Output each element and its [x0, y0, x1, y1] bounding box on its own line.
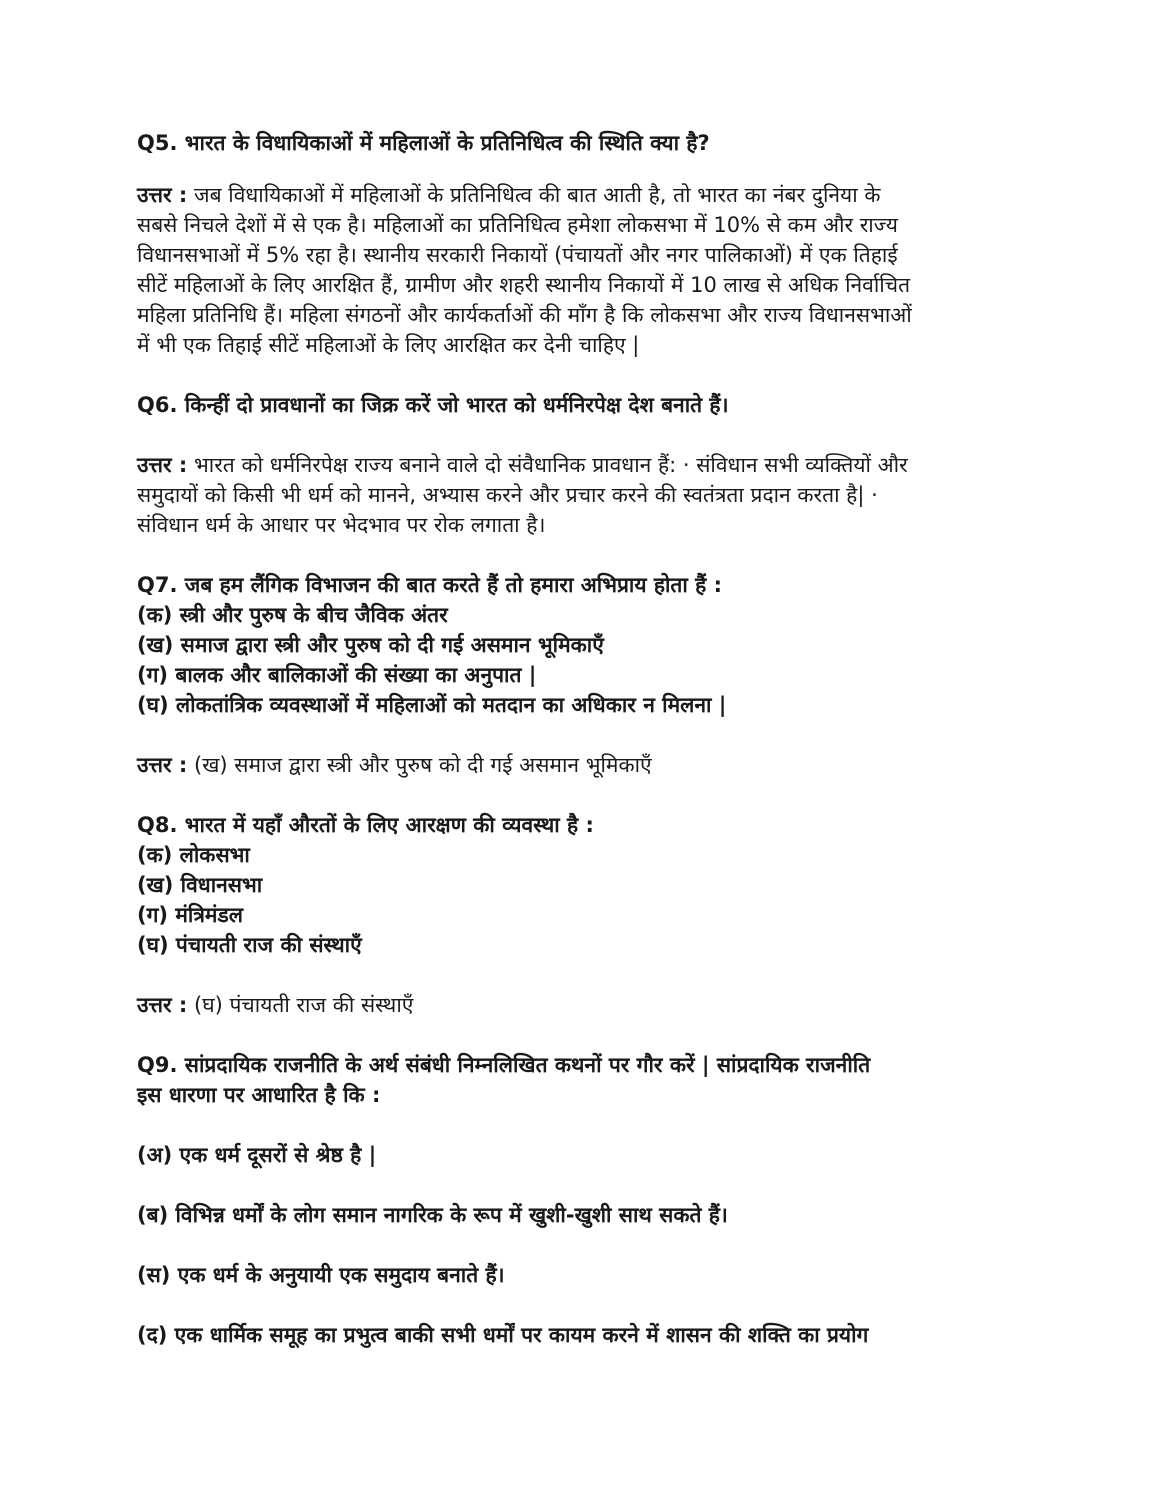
question-6: Q6. किन्हीं दो प्रावधानों का जिक्र करें जो भारत को धर्मनिरपेक्ष देश बनाते हैं। — [137, 393, 729, 417]
document-page — [137, 128, 1027, 1350]
option-kha: (ख) विधानसभा — [137, 873, 263, 897]
answer-line: उत्तर : भारत को धर्मनिरपेक्ष राज्य बनाने वाले दो संवैधानिक प्रावधान हैं: · संविधान सभी व्यक्तियों और — [137, 453, 908, 477]
answer-label: उत्तर : — [137, 453, 188, 477]
answer-label: उत्तर : — [137, 993, 188, 1017]
statement-a: (अ) एक धर्म दूसरों से श्रेष्ठ है | — [137, 1143, 377, 1167]
answer-label: उत्तर : — [137, 753, 188, 777]
answer-line: विधानसभाओं में 5% रहा है। स्थानीय सरकारी निकायों (पंचायतों और नगर पालिकाओं) में एक तिहाई — [137, 243, 898, 267]
answer-line: में भी एक तिहाई सीटें महिलाओं के लिए आरक्षित कर देनी चाहिए | — [137, 333, 640, 357]
answer-line: उत्तर : जब विधायिकाओं में महिलाओं के प्रतिनिधित्व की बात आती है, तो भारत का नंबर दुनिया के — [137, 183, 881, 207]
answer-line: समुदायों को किसी भी धर्म को मानने, अभ्यास करने और प्रचार करने की स्वतंत्रता प्रदान करता है| · — [137, 483, 878, 507]
statement-d: (द) एक धार्मिक समूह का प्रभुत्व बाकी सभी धर्मों पर कायम करने में शासन की शक्ति का प्रयोग — [137, 1323, 869, 1347]
option-ka: (क) स्त्री और पुरुष के बीच जैविक अंतर — [137, 603, 448, 627]
answer-line: सबसे निचले देशों में से एक है। महिलाओं का प्रतिनिधित्व हमेशा लोकसभा में 10% से कम और राज्य — [137, 213, 898, 237]
answer-7: उत्तर : (ख) समाज द्वारा स्त्री और पुरुष को दी गई असमान भूमिकाएँ — [137, 753, 652, 777]
question-8: Q8. भारत में यहाँ औरतों के लिए आरक्षण की व्यवस्था है : — [137, 813, 594, 837]
answer-line: महिला प्रतिनिधि हैं। महिला संगठनों और कार्यकर्ताओं की माँग है कि लोकसभा और राज्य विधानसभाओं — [137, 303, 912, 327]
option-gha: (घ) पंचायती राज की संस्थाएँ — [137, 933, 362, 957]
option-gha: (घ) लोकतांत्रिक व्यवस्थाओं में महिलाओं को मतदान का अधिकार न मिलना | — [137, 693, 727, 717]
answer-5 — [137, 180, 1027, 360]
option-ka: (क) लोकसभा — [137, 843, 250, 867]
statement-c: (स) एक धर्म के अनुयायी एक समुदाय बनाते हैं। — [137, 1263, 505, 1287]
option-ga: (ग) बालक और बालिकाओं की संख्या का अनुपात | — [137, 663, 537, 687]
question-5: Q5. भारत के विधायिकाओं में महिलाओं के प्रतिनिधित्व की स्थिति क्या है? — [137, 131, 710, 155]
question-9-cont: इस धारणा पर आधारित है कि : — [137, 1083, 381, 1107]
question-7: Q7. जब हम लैंगिक विभाजन की बात करते हैं तो हमारा अभिप्राय होता हैं : — [137, 573, 723, 597]
answer-line: संविधान धर्म के आधार पर भेदभाव पर रोक लगाता है। — [137, 513, 546, 537]
answer-label: उत्तर : — [137, 183, 188, 207]
answer-8: उत्तर : (घ) पंचायती राज की संस्थाएँ — [137, 993, 414, 1017]
option-ga: (ग) मंत्रिमंडल — [137, 903, 243, 927]
statement-b: (ब) विभिन्न धर्मों के लोग समान नागरिक के रूप में खुशी-खुशी साथ सकते हैं। — [137, 1203, 728, 1227]
answer-6 — [137, 450, 1027, 540]
question-9: Q9. सांप्रदायिक राजनीति के अर्थ संबंधी निम्नलिखित कथनों पर गौर करें | सांप्रदायिक राजनीति — [137, 1053, 871, 1077]
option-kha: (ख) समाज द्वारा स्त्री और पुरुष को दी गई असमान भूमिकाएँ — [137, 633, 604, 657]
answer-line: सीटें महिलाओं के लिए आरक्षित हैं, ग्रामीण और शहरी स्थानीय निकायों में 10 लाख से अधिक निर्वाचित — [137, 273, 911, 297]
